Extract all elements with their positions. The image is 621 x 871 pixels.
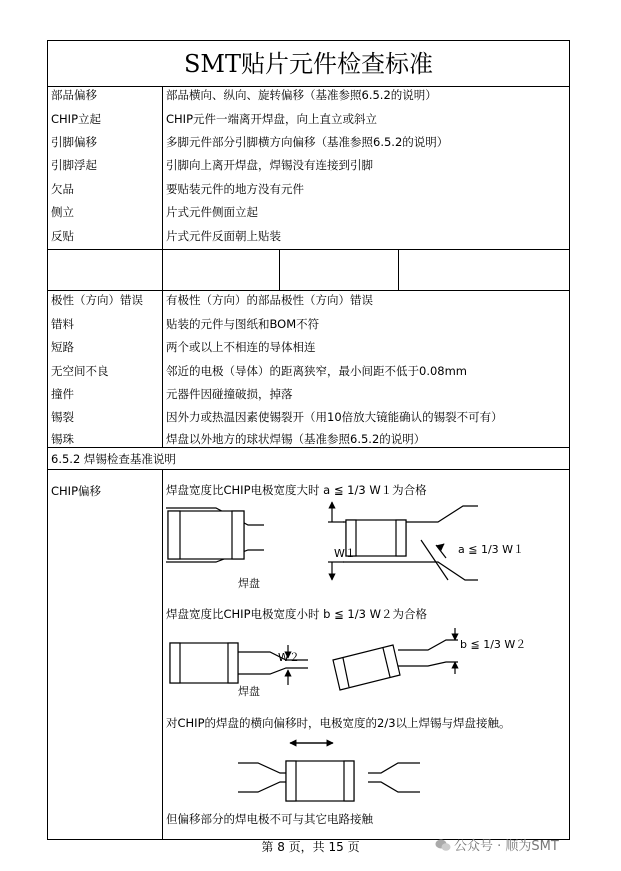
defect-name: 极性（方向）错误: [51, 293, 143, 307]
defect-desc: 多脚元件部分引脚横方向偏移（基准参照6.5.2的说明）: [166, 135, 449, 149]
rule: [48, 447, 569, 448]
defect-desc: 邻近的电极（导体）的距离狭窄，最小间距不低于0.08mm: [166, 364, 468, 378]
caption-4: 但偏移部分的焊电极不可与其它电路接触: [166, 812, 373, 826]
defect-name: 欠品: [51, 182, 74, 196]
w1-label: W１: [334, 547, 356, 560]
defect-desc: 因外力或热温因素使锡裂开（用10倍放大镜能确认的锡裂不可有）: [166, 410, 503, 424]
defect-desc: CHIP元件一端离开焊盘，向上直立或斜立: [166, 112, 378, 126]
defect-desc: 片式元件侧面立起: [166, 205, 258, 219]
pad-diagram-3: [238, 743, 420, 801]
defect-name: 错料: [51, 317, 74, 331]
pad-label-1: 焊盘: [238, 577, 260, 590]
defect-name: CHIP立起: [51, 112, 102, 126]
w2-label: W２: [278, 651, 300, 664]
section-item: CHIP偏移: [51, 484, 102, 498]
defect-desc: 引脚向上离开焊盘，焊锡没有连接到引脚: [166, 158, 373, 172]
defect-name: 引脚偏移: [51, 135, 97, 149]
defect-name: 锡珠: [51, 432, 74, 446]
caption-3: 对CHIP的焊盘的横向偏移时，电极宽度的2/3以上焊锡与焊盘接触。: [166, 716, 511, 730]
watermark-text: 公众号 · 顺为SMT: [454, 839, 559, 854]
caption-1: 焊盘宽度比CHIP电极宽度大时 a ≦ 1/3 W１为合格: [166, 483, 427, 497]
b-rule-label: b ≦ 1/3 W２: [460, 638, 527, 651]
defect-name: 反贴: [51, 229, 74, 243]
rule: [48, 86, 569, 87]
pad-diagram-2: [170, 643, 308, 685]
defect-desc: 片式元件反面朝上贴装: [166, 229, 281, 243]
a-rule-label: a ≦ 1/3 W１: [458, 543, 525, 556]
column-rule: [279, 249, 280, 290]
defect-name: 部品偏移: [51, 88, 97, 102]
defect-desc: 两个或以上不相连的导体相连: [166, 340, 316, 354]
column-rule: [162, 86, 163, 447]
pad-diagram-2-offset: [333, 628, 458, 690]
rule: [48, 469, 569, 470]
page-title: SMT贴片元件检查标准: [183, 50, 434, 78]
defect-desc: 部品横向、纵向、旋转偏移（基准参照6.5.2的说明）: [166, 88, 437, 102]
defect-name: 侧立: [51, 205, 74, 219]
pad-label-2: 焊盘: [238, 685, 260, 698]
pad-diagram-1: [166, 508, 264, 562]
pad-diagram-1-offset: [328, 502, 478, 580]
rule: [48, 290, 569, 291]
rule: [48, 249, 569, 250]
defect-desc: 焊盘以外地方的球状焊锡（基准参照6.5.2的说明）: [166, 432, 426, 446]
caption-2: 焊盘宽度比CHIP电极宽度小时 b ≦ 1/3 W２为合格: [166, 607, 427, 621]
defect-name: 撞件: [51, 387, 74, 401]
defect-name: 短路: [51, 340, 74, 354]
defect-desc: 元器件因碰撞破损，掉落: [166, 387, 293, 401]
column-rule: [398, 249, 399, 290]
defect-desc: 要贴装元件的地方没有元件: [166, 182, 304, 196]
defect-name: 无空间不良: [51, 364, 109, 378]
defect-name: 引脚浮起: [51, 158, 97, 172]
page-number: 第 8 页，共 15 页: [261, 840, 360, 854]
chat-icon: [435, 839, 451, 852]
defect-desc: 贴装的元件与图纸和BOM不符: [166, 317, 320, 331]
chip-offset-diagrams: [48, 480, 570, 838]
watermark: [435, 838, 559, 856]
defect-name: 锡裂: [51, 410, 74, 424]
defect-desc: 有极性（方向）的部品极性（方向）错误: [166, 293, 373, 307]
section-heading: 6.5.2 焊锡检查基准说明: [51, 452, 176, 466]
